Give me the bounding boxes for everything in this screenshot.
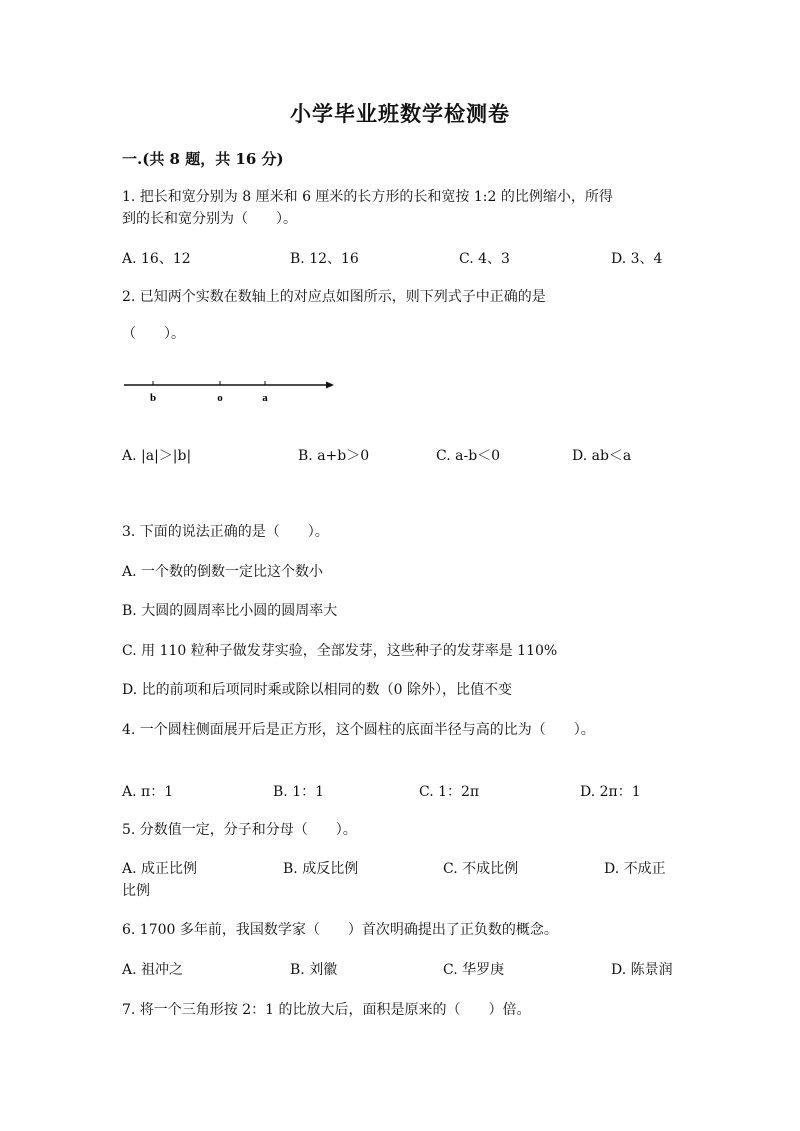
q6-option-d: D. 陈景润 [611,962,673,978]
number-line-figure [122,374,342,408]
q1-option-c: C. 4、3 [459,251,510,267]
q2-option-d: D. ab＜a [572,448,632,464]
q1-stem-line1: 1. 把长和宽分别为 8 厘米和 6 厘米的长方形的长和宽按 1:2 的比例缩小，所得 [122,189,613,205]
page-title: 小学毕业班数学检测卷 [290,101,510,126]
q5-stem: 5. 分数值一定，分子和分母（ ）。 [122,822,357,838]
q2-option-c: C. a-b＜0 [436,448,501,464]
axis-arrow-icon [326,382,334,389]
q3-stem: 3. 下面的说法正确的是（ ）。 [122,524,329,540]
q7-stem: 7. 将一个三角形按 2：1 的比放大后，面积是原来的（ ）倍。 [122,1002,531,1018]
q4-option-d: D. 2π：1 [580,784,641,800]
q5-option-c: C. 不成比例 [443,861,519,877]
q4-option-a: A. π：1 [122,784,174,800]
q4-option-c: C. 1：2π [419,784,480,800]
q2-option-a: A. |a|＞|b| [122,448,192,464]
q1-option-a: A. 16、12 [122,251,191,267]
q1-option-b: B. 12、16 [290,251,359,267]
q2-stem-line1: 2. 已知两个实数在数轴上的对应点如图所示，则下列式子中正确的是 [122,289,546,305]
q4-stem: 4. 一个圆柱侧面展开后是正方形，这个圆柱的底面半径与高的比为（ ）。 [122,722,595,738]
axis-label-b: b [149,392,157,404]
q1-option-d: D. 3、4 [611,251,663,267]
q2-stem-line2: （ ）。 [122,326,185,342]
q3-option-b: B. 大圆的圆周率比小圆的圆周率大 [122,603,338,619]
q5-option-d: D. 不成正 [604,861,666,877]
q4-option-b: B. 1：1 [273,784,325,800]
q1-stem-line2: 到的长和宽分别为（ ）。 [122,211,297,227]
q3-option-d: D. 比的前项和后项同时乘或除以相同的数（0 除外），比值不变 [122,682,512,698]
q5-option-a: A. 成正比例 [122,861,198,877]
q5-option-d-wrap: 比例 [122,883,150,899]
q5-option-b: B. 成反比例 [283,861,359,877]
q6-option-b: B. 刘徽 [290,962,338,978]
q3-option-a: A. 一个数的倒数一定比这个数小 [122,564,324,580]
section-heading: 一.(共 8 题，共 16 分) [122,150,284,168]
q6-stem: 6. 1700 多年前，我国数学家（ ）首次明确提出了正负数的概念。 [122,922,558,938]
q6-option-a: A. 祖冲之 [122,962,184,978]
q2-option-b: B. a+b＞0 [298,448,370,464]
axis-label-o: o [217,392,223,404]
axis-label-a: a [262,392,268,404]
q3-option-c: C. 用 110 粒种子做发芽实验，全部发芽，这些种子的发芽率是 110% [122,643,558,659]
q6-option-c: C. 华罗庚 [443,962,505,978]
